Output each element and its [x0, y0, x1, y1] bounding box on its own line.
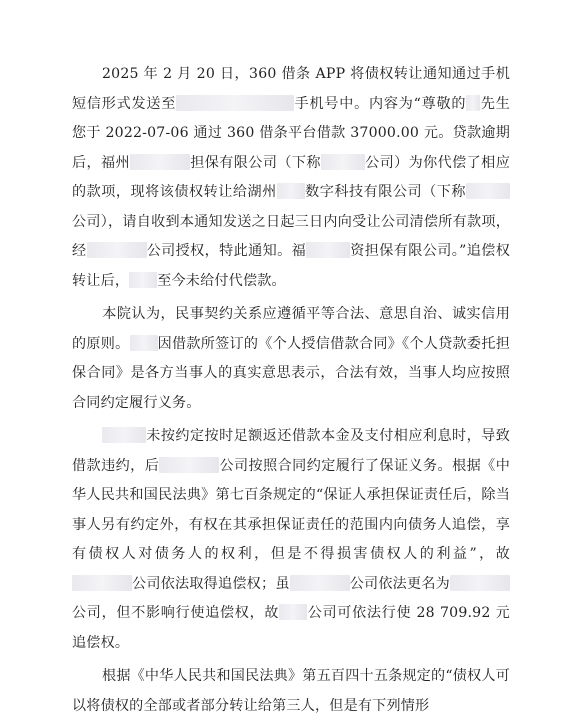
judgment-text: [72, 60, 510, 721]
text-segment: 因借款所签订的《个人授信借款合同》《个人贷款委托担保合同》是各方当事人的真实意思表示，合法有效，当事人均应按照合同约定履行义务。: [72, 335, 510, 411]
text-segment: 先生您于 2022-07-06 通过 360 借条平台借款 37000.00 元。贷款逾期后，福州: [72, 95, 511, 171]
paragraph-court-opinion: [72, 300, 510, 418]
text-segment: 2025 年 2 月 20 日，360 借条 APP 将债权转让通知通过手机短信形式发送至: [72, 66, 510, 112]
redaction: [466, 183, 510, 199]
text-segment: 根据《中华人民共和国民法典》第五百四十五条规定的“债权人可以将债权的全部或者部分转让给第三人，但是有下列情形: [72, 668, 510, 714]
text-segment: 公司）为你代偿了相应的款项，现将该债权转让给湖州: [72, 154, 510, 200]
redaction: [129, 272, 157, 288]
text-segment: 公司授权，特此通知。福: [146, 243, 307, 259]
redaction: [176, 95, 294, 111]
redaction: [159, 457, 219, 473]
redaction: [466, 95, 480, 111]
text-segment: 担保有限公司（下称: [190, 154, 321, 171]
text-segment: 公司按照合同约定履行了保证义务。根据《中华人民共和国民法典》第七百条规定的“保证人承担保证责任后，除当事人另有约定外，有权在其承担保证责任的范围内向债务人追偿，享有债权人对债务人的权利，但是不得损害债权人的利益”，故: [72, 457, 510, 562]
redaction: [321, 154, 365, 170]
text-segment: 公司依法取得追偿权；虽: [132, 575, 290, 592]
redaction: [277, 183, 305, 199]
redaction: [87, 242, 147, 258]
text-segment: 数字科技有限公司（下称: [304, 184, 466, 200]
text-segment: 手机号中。内容为“尊敬的: [294, 95, 467, 112]
redaction: [102, 427, 146, 443]
redaction: [306, 242, 350, 258]
redaction: [130, 335, 158, 351]
paragraph-notice: [72, 60, 510, 296]
text-segment: 至今未给付代偿款。: [157, 272, 286, 289]
text-segment: 公司可依法行使 28 709.92 元追偿权。: [72, 605, 510, 651]
redaction: [450, 575, 510, 591]
text-segment: 公司），请自收到本通知发送之日起三日内向受让公司清偿所有款项，经: [72, 213, 510, 259]
paragraph-assignment-law: [72, 662, 510, 721]
redaction: [130, 154, 190, 170]
redaction: [279, 604, 307, 620]
text-segment: 未按约定按时足额返还借款本金及支付相应利息时，导致借款违约，后: [72, 428, 510, 474]
text-segment: 本院认为，民事契约关系应遵循平等合法、意思自治、诚实信用的原则。: [72, 306, 510, 352]
text-segment: 公司依法更名为: [349, 575, 450, 592]
text-segment: 资担保有限公司。”追偿权转让后，: [72, 243, 511, 289]
redaction: [290, 575, 350, 591]
text-segment: 公司，但不影响行使追偿权，故: [72, 605, 280, 621]
paragraph-guarantee-recourse: [72, 422, 510, 658]
redaction: [72, 575, 132, 591]
